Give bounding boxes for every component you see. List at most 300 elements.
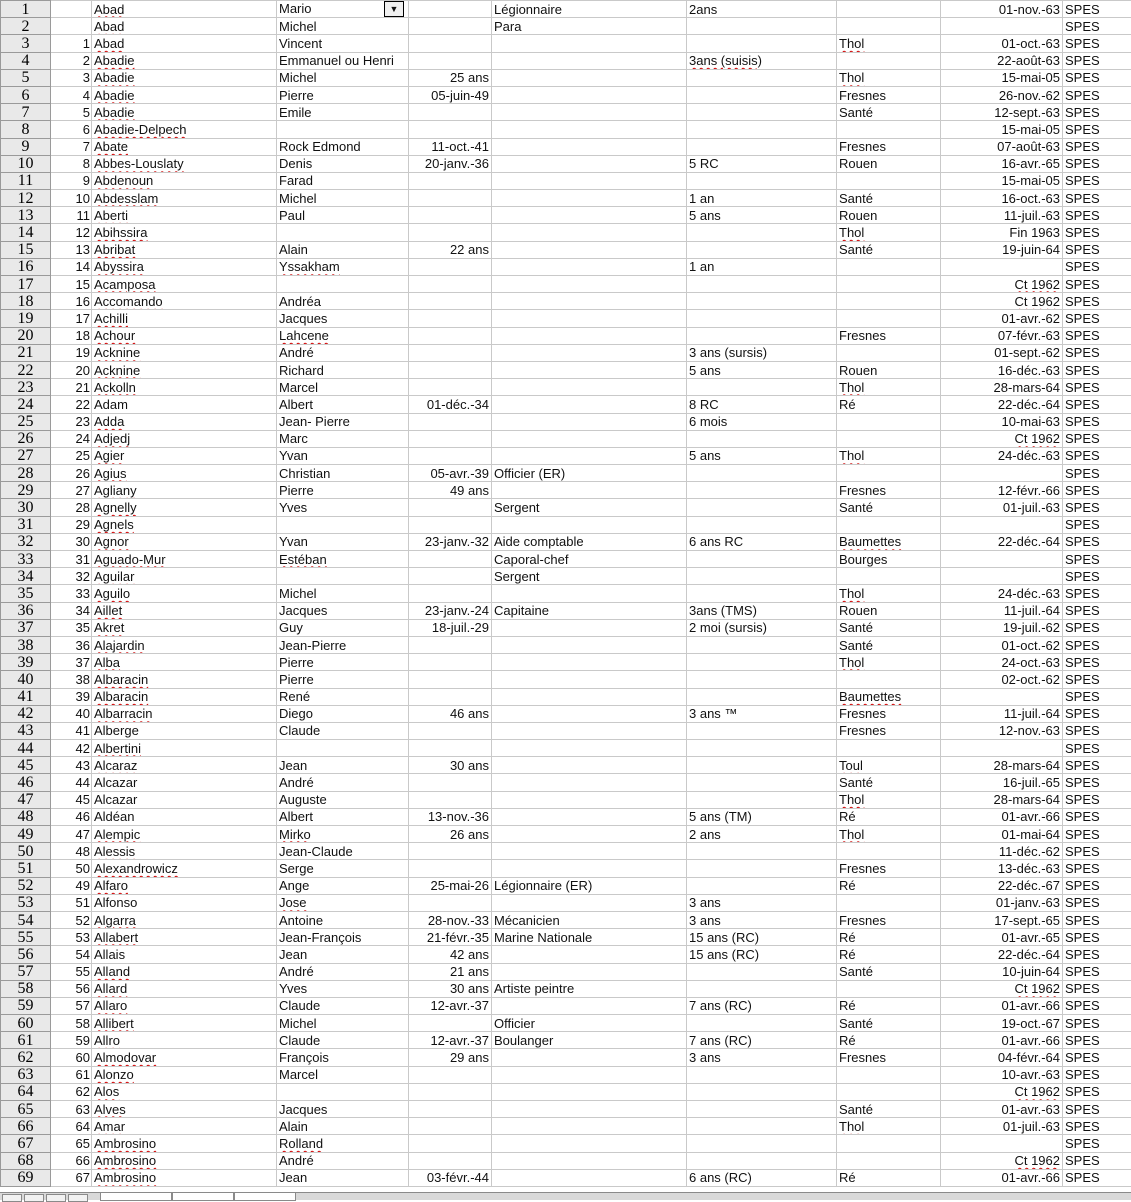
source-cell[interactable]	[1063, 533, 1131, 550]
prison-cell[interactable]	[837, 722, 941, 739]
row-header[interactable]: 51	[1, 860, 51, 877]
occupation-cell[interactable]	[492, 1101, 687, 1118]
prison-cell[interactable]	[837, 791, 941, 808]
birth-date-cell[interactable]	[409, 1083, 492, 1100]
prison-cell[interactable]	[837, 190, 941, 207]
first-name-cell[interactable]	[277, 1049, 409, 1066]
source-cell[interactable]	[1063, 241, 1131, 258]
birth-date-cell[interactable]	[409, 636, 492, 653]
source-cell[interactable]	[1063, 705, 1131, 722]
date-cell[interactable]	[941, 413, 1063, 430]
prison-cell[interactable]	[837, 826, 941, 843]
row-number-cell[interactable]	[51, 310, 92, 327]
occupation-cell[interactable]	[492, 155, 687, 172]
birth-date-cell[interactable]	[409, 361, 492, 378]
source-cell[interactable]	[1063, 499, 1131, 516]
birth-date-cell[interactable]	[409, 1152, 492, 1169]
source-cell[interactable]	[1063, 585, 1131, 602]
date-cell[interactable]	[941, 757, 1063, 774]
first-name-cell[interactable]	[277, 499, 409, 516]
prison-cell[interactable]	[837, 482, 941, 499]
sentence-cell[interactable]	[687, 293, 837, 310]
source-cell[interactable]	[1063, 740, 1131, 757]
sentence-cell[interactable]	[687, 327, 837, 344]
row-number-cell[interactable]	[51, 843, 92, 860]
sentence-cell[interactable]	[687, 791, 837, 808]
source-cell[interactable]	[1063, 258, 1131, 275]
occupation-cell[interactable]	[492, 447, 687, 464]
surname-cell[interactable]	[92, 1135, 277, 1152]
birth-date-cell[interactable]	[409, 980, 492, 997]
row-header[interactable]: 61	[1, 1032, 51, 1049]
occupation-cell[interactable]	[492, 826, 687, 843]
date-cell[interactable]	[941, 430, 1063, 447]
occupation-cell[interactable]	[492, 430, 687, 447]
surname-cell[interactable]	[92, 1083, 277, 1100]
row-number-cell[interactable]	[51, 602, 92, 619]
birth-date-cell[interactable]	[409, 671, 492, 688]
row-header[interactable]: 42	[1, 705, 51, 722]
first-name-cell[interactable]	[277, 379, 409, 396]
row-header[interactable]: 7	[1, 104, 51, 121]
row-header[interactable]: 53	[1, 894, 51, 911]
first-name-cell[interactable]	[277, 636, 409, 653]
date-cell[interactable]	[941, 1101, 1063, 1118]
surname-cell[interactable]	[92, 774, 277, 791]
sentence-cell[interactable]	[687, 1152, 837, 1169]
surname-cell[interactable]	[92, 361, 277, 378]
occupation-cell[interactable]	[492, 894, 687, 911]
prison-cell[interactable]	[837, 568, 941, 585]
birth-date-cell[interactable]	[409, 121, 492, 138]
row-header[interactable]: 55	[1, 929, 51, 946]
row-header[interactable]: 32	[1, 533, 51, 550]
occupation-cell[interactable]	[492, 52, 687, 69]
date-cell[interactable]	[941, 293, 1063, 310]
prison-cell[interactable]	[837, 52, 941, 69]
birth-date-cell[interactable]	[409, 447, 492, 464]
birth-date-cell[interactable]	[409, 533, 492, 550]
prison-cell[interactable]	[837, 499, 941, 516]
row-header[interactable]: 11	[1, 172, 51, 189]
source-cell[interactable]	[1063, 1032, 1131, 1049]
row-number-cell[interactable]	[51, 533, 92, 550]
birth-date-cell[interactable]	[409, 35, 492, 52]
first-name-cell[interactable]	[277, 35, 409, 52]
first-name-cell[interactable]	[277, 671, 409, 688]
surname-cell[interactable]	[92, 1152, 277, 1169]
source-cell[interactable]	[1063, 688, 1131, 705]
surname-cell[interactable]	[92, 722, 277, 739]
occupation-cell[interactable]	[492, 843, 687, 860]
birth-date-cell[interactable]	[409, 430, 492, 447]
sentence-cell[interactable]	[687, 705, 837, 722]
first-name-cell[interactable]	[277, 465, 409, 482]
first-name-cell[interactable]	[277, 774, 409, 791]
sentence-cell[interactable]	[687, 104, 837, 121]
birth-date-cell[interactable]	[409, 1, 492, 18]
birth-date-cell[interactable]	[409, 1135, 492, 1152]
prison-cell[interactable]	[837, 138, 941, 155]
sentence-cell[interactable]	[687, 688, 837, 705]
row-header[interactable]: 4	[1, 52, 51, 69]
prison-cell[interactable]	[837, 671, 941, 688]
occupation-cell[interactable]	[492, 929, 687, 946]
first-name-cell[interactable]	[277, 361, 409, 378]
date-cell[interactable]	[941, 791, 1063, 808]
date-cell[interactable]	[941, 379, 1063, 396]
first-name-cell[interactable]	[277, 980, 409, 997]
surname-cell[interactable]	[92, 585, 277, 602]
prison-cell[interactable]	[837, 808, 941, 825]
date-cell[interactable]	[941, 860, 1063, 877]
source-cell[interactable]	[1063, 361, 1131, 378]
occupation-cell[interactable]	[492, 104, 687, 121]
sentence-cell[interactable]	[687, 1083, 837, 1100]
date-cell[interactable]	[941, 894, 1063, 911]
source-cell[interactable]	[1063, 946, 1131, 963]
occupation-cell[interactable]	[492, 310, 687, 327]
source-cell[interactable]	[1063, 980, 1131, 997]
source-cell[interactable]	[1063, 791, 1131, 808]
source-cell[interactable]	[1063, 447, 1131, 464]
occupation-cell[interactable]	[492, 465, 687, 482]
sentence-cell[interactable]	[687, 551, 837, 568]
sentence-cell[interactable]	[687, 1032, 837, 1049]
first-name-cell[interactable]	[277, 826, 409, 843]
row-number-cell[interactable]	[51, 946, 92, 963]
occupation-cell[interactable]	[492, 138, 687, 155]
source-cell[interactable]	[1063, 757, 1131, 774]
first-name-cell[interactable]	[277, 1152, 409, 1169]
sentence-cell[interactable]	[687, 877, 837, 894]
birth-date-cell[interactable]	[409, 826, 492, 843]
row-header[interactable]: 62	[1, 1049, 51, 1066]
sentence-cell[interactable]	[687, 1015, 837, 1032]
row-header[interactable]: 1	[1, 1, 51, 18]
prison-cell[interactable]	[837, 155, 941, 172]
occupation-cell[interactable]	[492, 585, 687, 602]
first-name-cell[interactable]	[277, 946, 409, 963]
prison-cell[interactable]	[837, 705, 941, 722]
birth-date-cell[interactable]	[409, 740, 492, 757]
date-cell[interactable]	[941, 1032, 1063, 1049]
surname-cell[interactable]	[92, 980, 277, 997]
date-cell[interactable]	[941, 207, 1063, 224]
row-header[interactable]: 63	[1, 1066, 51, 1083]
birth-date-cell[interactable]	[409, 705, 492, 722]
sentence-cell[interactable]	[687, 344, 837, 361]
date-cell[interactable]	[941, 35, 1063, 52]
birth-date-cell[interactable]	[409, 293, 492, 310]
prison-cell[interactable]	[837, 1101, 941, 1118]
row-header[interactable]: 28	[1, 465, 51, 482]
birth-date-cell[interactable]	[409, 52, 492, 69]
surname-cell[interactable]	[92, 241, 277, 258]
row-header[interactable]: 46	[1, 774, 51, 791]
row-header[interactable]: 67	[1, 1135, 51, 1152]
date-cell[interactable]	[941, 1, 1063, 18]
sentence-cell[interactable]	[687, 671, 837, 688]
first-name-cell[interactable]	[277, 602, 409, 619]
row-number-cell[interactable]	[51, 568, 92, 585]
occupation-cell[interactable]	[492, 1083, 687, 1100]
surname-cell[interactable]	[92, 310, 277, 327]
prison-cell[interactable]	[837, 1049, 941, 1066]
occupation-cell[interactable]	[492, 482, 687, 499]
source-cell[interactable]	[1063, 671, 1131, 688]
surname-cell[interactable]	[92, 516, 277, 533]
row-number-cell[interactable]	[51, 722, 92, 739]
row-header[interactable]: 9	[1, 138, 51, 155]
surname-cell[interactable]	[92, 808, 277, 825]
surname-cell[interactable]	[92, 430, 277, 447]
occupation-cell[interactable]	[492, 69, 687, 86]
row-number-cell[interactable]	[51, 774, 92, 791]
surname-cell[interactable]	[92, 190, 277, 207]
row-header[interactable]: 25	[1, 413, 51, 430]
source-cell[interactable]	[1063, 172, 1131, 189]
date-cell[interactable]	[941, 396, 1063, 413]
row-header[interactable]: 20	[1, 327, 51, 344]
prison-cell[interactable]	[837, 963, 941, 980]
first-sheet-icon[interactable]	[2, 1194, 22, 1202]
date-cell[interactable]	[941, 447, 1063, 464]
source-cell[interactable]	[1063, 997, 1131, 1014]
row-number-cell[interactable]	[51, 826, 92, 843]
surname-cell[interactable]	[92, 482, 277, 499]
row-header[interactable]: 52	[1, 877, 51, 894]
source-cell[interactable]	[1063, 602, 1131, 619]
source-cell[interactable]	[1063, 929, 1131, 946]
first-name-cell[interactable]	[277, 654, 409, 671]
row-header[interactable]: 21	[1, 344, 51, 361]
occupation-cell[interactable]	[492, 172, 687, 189]
row-header[interactable]: 40	[1, 671, 51, 688]
row-header[interactable]: 6	[1, 86, 51, 103]
date-cell[interactable]	[941, 1066, 1063, 1083]
surname-cell[interactable]	[92, 413, 277, 430]
row-number-cell[interactable]	[51, 465, 92, 482]
occupation-cell[interactable]	[492, 86, 687, 103]
surname-cell[interactable]	[92, 69, 277, 86]
surname-cell[interactable]	[92, 86, 277, 103]
row-header[interactable]: 10	[1, 155, 51, 172]
occupation-cell[interactable]	[492, 327, 687, 344]
first-name-cell[interactable]	[277, 482, 409, 499]
first-name-cell[interactable]	[277, 241, 409, 258]
sentence-cell[interactable]	[687, 929, 837, 946]
sentence-cell[interactable]	[687, 172, 837, 189]
first-name-cell[interactable]	[277, 1, 409, 18]
first-name-cell[interactable]	[277, 808, 409, 825]
birth-date-cell[interactable]	[409, 688, 492, 705]
prison-cell[interactable]	[837, 533, 941, 550]
birth-date-cell[interactable]	[409, 258, 492, 275]
row-number-cell[interactable]	[51, 1066, 92, 1083]
date-cell[interactable]	[941, 1169, 1063, 1186]
row-number-cell[interactable]	[51, 241, 92, 258]
prison-cell[interactable]	[837, 327, 941, 344]
sentence-cell[interactable]	[687, 69, 837, 86]
surname-cell[interactable]	[92, 791, 277, 808]
occupation-cell[interactable]	[492, 1152, 687, 1169]
date-cell[interactable]	[941, 671, 1063, 688]
occupation-cell[interactable]	[492, 551, 687, 568]
birth-date-cell[interactable]	[409, 1169, 492, 1186]
row-header[interactable]: 44	[1, 740, 51, 757]
occupation-cell[interactable]	[492, 688, 687, 705]
birth-date-cell[interactable]	[409, 774, 492, 791]
source-cell[interactable]	[1063, 722, 1131, 739]
first-name-cell[interactable]	[277, 963, 409, 980]
sentence-cell[interactable]	[687, 568, 837, 585]
prev-sheet-icon[interactable]	[24, 1194, 44, 1202]
occupation-cell[interactable]	[492, 499, 687, 516]
row-number-cell[interactable]	[51, 69, 92, 86]
surname-cell[interactable]	[92, 18, 277, 35]
birth-date-cell[interactable]	[409, 155, 492, 172]
row-header[interactable]: 50	[1, 843, 51, 860]
first-name-cell[interactable]	[277, 18, 409, 35]
date-cell[interactable]	[941, 963, 1063, 980]
date-cell[interactable]	[941, 551, 1063, 568]
row-number-cell[interactable]	[51, 551, 92, 568]
source-cell[interactable]	[1063, 327, 1131, 344]
first-name-cell[interactable]	[277, 224, 409, 241]
surname-cell[interactable]	[92, 35, 277, 52]
source-cell[interactable]	[1063, 568, 1131, 585]
surname-cell[interactable]	[92, 258, 277, 275]
sentence-cell[interactable]	[687, 654, 837, 671]
source-cell[interactable]	[1063, 1101, 1131, 1118]
surname-cell[interactable]	[92, 671, 277, 688]
row-number-cell[interactable]	[51, 413, 92, 430]
first-name-cell[interactable]	[277, 843, 409, 860]
sentence-cell[interactable]	[687, 533, 837, 550]
first-name-cell[interactable]	[277, 1118, 409, 1135]
surname-cell[interactable]	[92, 1169, 277, 1186]
row-header[interactable]: 34	[1, 568, 51, 585]
first-name-cell[interactable]	[277, 447, 409, 464]
date-cell[interactable]	[941, 18, 1063, 35]
date-cell[interactable]	[941, 86, 1063, 103]
first-name-cell[interactable]	[277, 791, 409, 808]
prison-cell[interactable]	[837, 551, 941, 568]
surname-cell[interactable]	[92, 155, 277, 172]
first-name-cell[interactable]	[277, 929, 409, 946]
birth-date-cell[interactable]	[409, 310, 492, 327]
first-name-cell[interactable]	[277, 138, 409, 155]
row-header[interactable]: 45	[1, 757, 51, 774]
source-cell[interactable]	[1063, 276, 1131, 293]
source-cell[interactable]	[1063, 894, 1131, 911]
sentence-cell[interactable]	[687, 757, 837, 774]
first-name-cell[interactable]	[277, 69, 409, 86]
source-cell[interactable]	[1063, 877, 1131, 894]
prison-cell[interactable]	[837, 293, 941, 310]
date-cell[interactable]	[941, 946, 1063, 963]
surname-cell[interactable]	[92, 740, 277, 757]
row-header[interactable]: 13	[1, 207, 51, 224]
prison-cell[interactable]	[837, 361, 941, 378]
row-number-cell[interactable]	[51, 1032, 92, 1049]
date-cell[interactable]	[941, 499, 1063, 516]
sentence-cell[interactable]	[687, 808, 837, 825]
prison-cell[interactable]	[837, 465, 941, 482]
date-cell[interactable]	[941, 465, 1063, 482]
birth-date-cell[interactable]	[409, 465, 492, 482]
row-number-cell[interactable]	[51, 18, 92, 35]
sentence-cell[interactable]	[687, 774, 837, 791]
first-name-cell[interactable]	[277, 1101, 409, 1118]
surname-cell[interactable]	[92, 602, 277, 619]
birth-date-cell[interactable]	[409, 585, 492, 602]
prison-cell[interactable]	[837, 946, 941, 963]
source-cell[interactable]	[1063, 396, 1131, 413]
birth-date-cell[interactable]	[409, 1118, 492, 1135]
sentence-cell[interactable]	[687, 276, 837, 293]
date-cell[interactable]	[941, 619, 1063, 636]
source-cell[interactable]	[1063, 430, 1131, 447]
row-header[interactable]: 39	[1, 654, 51, 671]
birth-date-cell[interactable]	[409, 843, 492, 860]
prison-cell[interactable]	[837, 1135, 941, 1152]
row-header[interactable]: 18	[1, 293, 51, 310]
surname-cell[interactable]	[92, 447, 277, 464]
date-cell[interactable]	[941, 585, 1063, 602]
row-header[interactable]: 49	[1, 826, 51, 843]
occupation-cell[interactable]	[492, 671, 687, 688]
sentence-cell[interactable]	[687, 843, 837, 860]
birth-date-cell[interactable]	[409, 911, 492, 928]
surname-cell[interactable]	[92, 860, 277, 877]
surname-cell[interactable]	[92, 1015, 277, 1032]
sentence-cell[interactable]	[687, 963, 837, 980]
birth-date-cell[interactable]	[409, 568, 492, 585]
birth-date-cell[interactable]	[409, 241, 492, 258]
date-cell[interactable]	[941, 1118, 1063, 1135]
birth-date-cell[interactable]	[409, 18, 492, 35]
first-name-cell[interactable]	[277, 1066, 409, 1083]
occupation-cell[interactable]	[492, 705, 687, 722]
surname-cell[interactable]	[92, 568, 277, 585]
surname-cell[interactable]	[92, 327, 277, 344]
row-number-cell[interactable]	[51, 963, 92, 980]
date-cell[interactable]	[941, 980, 1063, 997]
first-name-cell[interactable]	[277, 310, 409, 327]
occupation-cell[interactable]	[492, 911, 687, 928]
row-number-cell[interactable]	[51, 172, 92, 189]
row-number-cell[interactable]	[51, 52, 92, 69]
prison-cell[interactable]	[837, 276, 941, 293]
date-cell[interactable]	[941, 361, 1063, 378]
occupation-cell[interactable]	[492, 293, 687, 310]
sentence-cell[interactable]	[687, 911, 837, 928]
surname-cell[interactable]	[92, 465, 277, 482]
occupation-cell[interactable]	[492, 1, 687, 18]
row-number-cell[interactable]	[51, 740, 92, 757]
birth-date-cell[interactable]	[409, 104, 492, 121]
birth-date-cell[interactable]	[409, 276, 492, 293]
surname-cell[interactable]	[92, 344, 277, 361]
prison-cell[interactable]	[837, 636, 941, 653]
date-cell[interactable]	[941, 877, 1063, 894]
row-number-cell[interactable]	[51, 1101, 92, 1118]
date-cell[interactable]	[941, 121, 1063, 138]
birth-date-cell[interactable]	[409, 1015, 492, 1032]
row-header[interactable]: 19	[1, 310, 51, 327]
